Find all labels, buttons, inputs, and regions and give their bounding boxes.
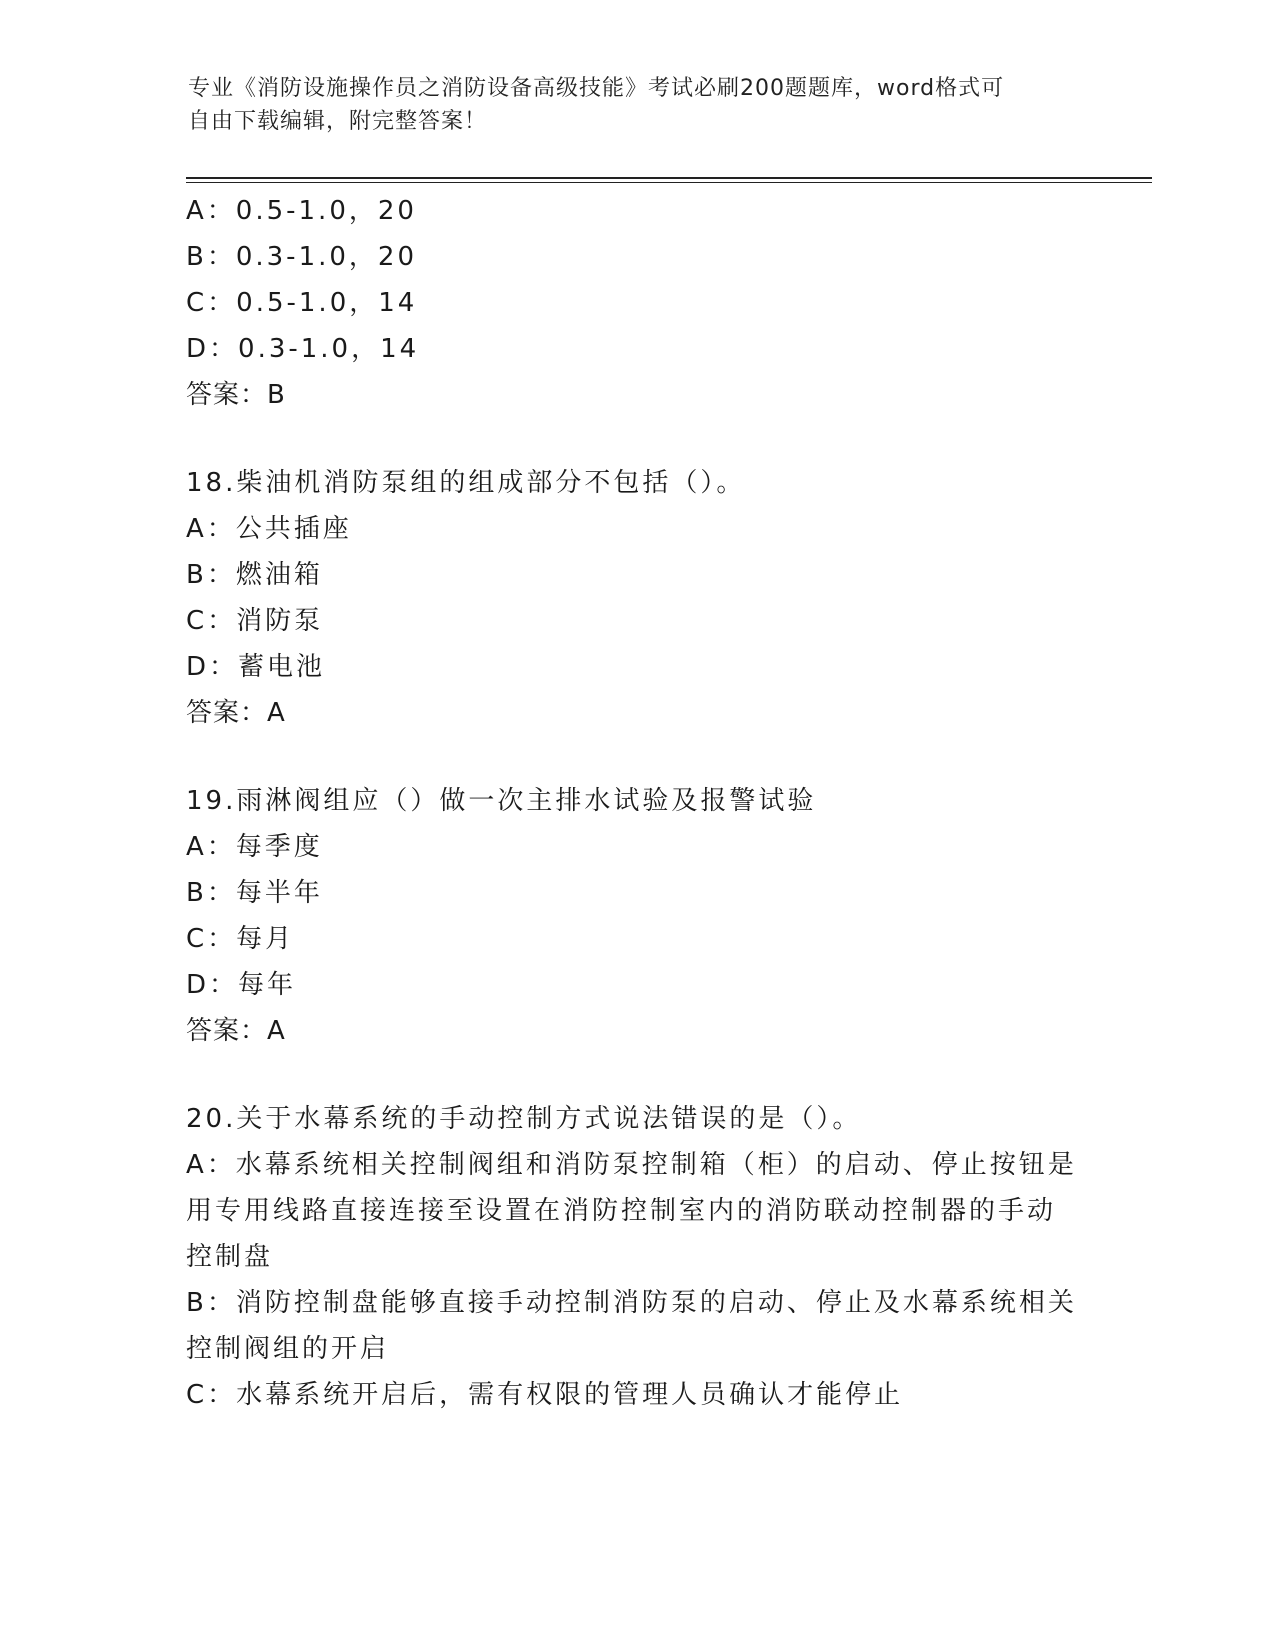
- question-20: [186, 1096, 1086, 1418]
- option-b-line-2: 控制阀组的开启: [186, 1334, 390, 1364]
- answer: 答案：A: [186, 698, 286, 728]
- answer: 答案：B: [186, 380, 286, 410]
- spacer: [186, 1054, 1086, 1096]
- option-b-line-1: B：消防控制盘能够直接手动控制消防泵的启动、停止及水幕系统相关: [186, 1288, 1077, 1318]
- option-c: C：每月: [186, 924, 295, 954]
- page-header: [188, 72, 1088, 138]
- header-divider-thin: [186, 182, 1152, 183]
- option-c: C：消防泵: [186, 606, 324, 636]
- option-b: B：燃油箱: [186, 560, 323, 590]
- option-a: A：0.5-1.0，20: [186, 196, 417, 226]
- question-19: [186, 778, 1086, 1054]
- question-list: [186, 188, 1086, 1418]
- option-b: B：每半年: [186, 878, 323, 908]
- spacer: [186, 418, 1086, 460]
- option-b: B：0.3-1.0，20: [186, 242, 418, 272]
- header-title-line-2: 自由下载编辑，附完整答案！: [188, 109, 488, 134]
- option-a-line-2: 用专用线路直接连接至设置在消防控制室内的消防联动控制器的手动: [186, 1196, 1057, 1226]
- answer: 答案：A: [186, 1016, 286, 1046]
- option-d: D：0.3-1.0，14: [186, 334, 420, 364]
- question-text: 19.雨淋阀组应（）做一次主排水试验及报警试验: [186, 786, 817, 816]
- option-a: A：公共插座: [186, 514, 352, 544]
- option-c: C：0.5-1.0，14: [186, 288, 418, 318]
- option-a-line-3: 控制盘: [186, 1242, 274, 1272]
- question-18: [186, 460, 1086, 736]
- option-a-line-1: A：水幕系统相关控制阀组和消防泵控制箱（柜）的启动、停止按钮是: [186, 1150, 1077, 1180]
- question-text: 20.关于水幕系统的手动控制方式说法错误的是（）。: [186, 1104, 862, 1134]
- header-title-line-1: 专业《消防设施操作员之消防设备高级技能》考试必刷200题题库，word格式可: [188, 76, 1005, 101]
- question-17-options: [186, 188, 1086, 418]
- option-a: A：每季度: [186, 832, 323, 862]
- question-text: 18.柴油机消防泵组的组成部分不包括（）。: [186, 468, 746, 498]
- header-divider-thick: [186, 177, 1152, 179]
- option-c: C：水幕系统开启后，需有权限的管理人员确认才能停止: [186, 1380, 904, 1410]
- spacer: [186, 736, 1086, 778]
- option-d: D：蓄电池: [186, 652, 326, 682]
- option-d: D：每年: [186, 970, 297, 1000]
